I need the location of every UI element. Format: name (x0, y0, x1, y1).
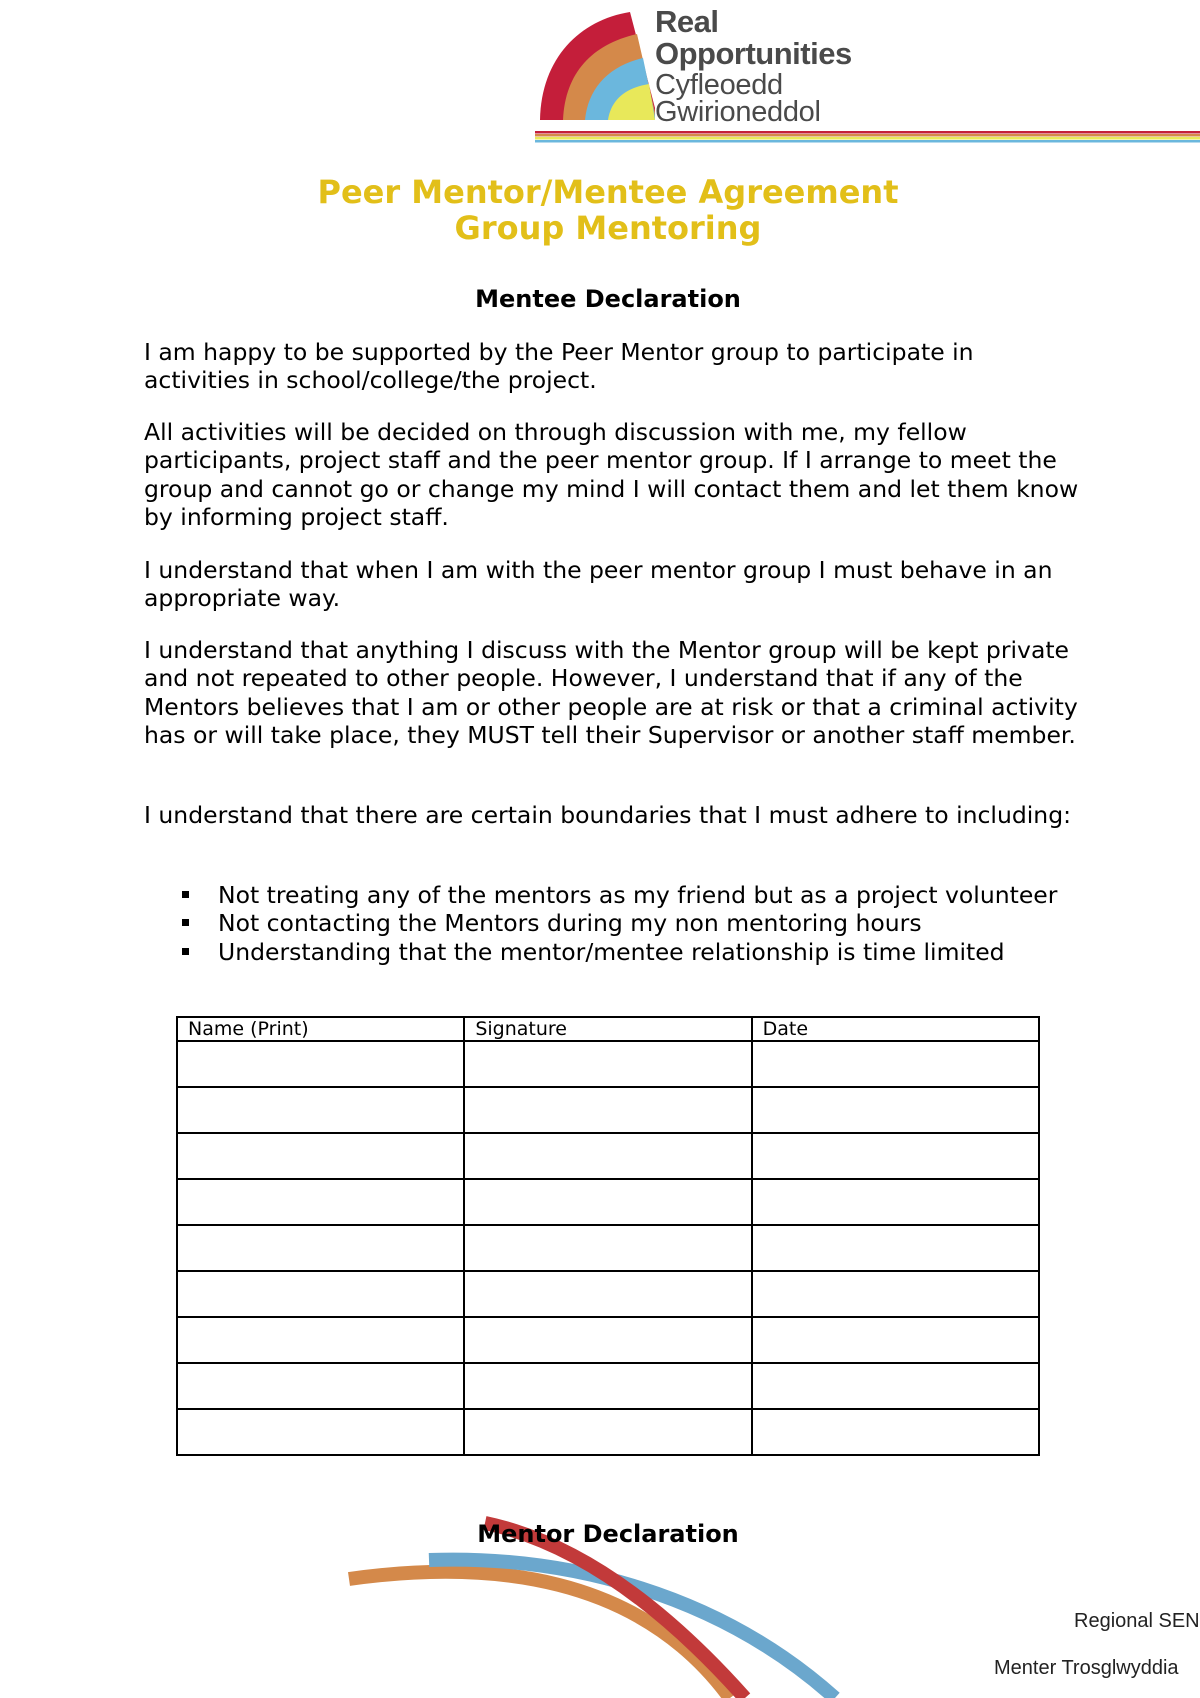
paragraph: I understand that when I am with the peer mentor group I must behave in an appropriate way. (144, 556, 1053, 613)
date-cell[interactable] (752, 1087, 1039, 1133)
name-cell[interactable] (177, 1179, 464, 1225)
date-cell[interactable] (752, 1179, 1039, 1225)
signature-cell[interactable] (464, 1317, 751, 1363)
column-header-name: Name (Print) (177, 1017, 464, 1041)
list-item: Not contacting the Mentors during my non mentoring hours (178, 909, 1078, 937)
name-cell[interactable] (177, 1317, 464, 1363)
footer-line-1: Regional SEN (1074, 1610, 1200, 1632)
list-item: Not treating any of the mentors as my friend but as a project volunteer (178, 881, 1078, 909)
mentor-declaration-heading: Mentor Declaration (477, 1520, 739, 1548)
name-cell[interactable] (177, 1087, 464, 1133)
document-subtitle: Group Mentoring (454, 209, 762, 247)
logo-line-2: Opportunities (655, 36, 852, 71)
table-row (177, 1317, 1039, 1363)
table-row (177, 1363, 1039, 1409)
name-cell[interactable] (177, 1041, 464, 1087)
date-cell[interactable] (752, 1271, 1039, 1317)
signature-cell[interactable] (464, 1133, 751, 1179)
name-cell[interactable] (177, 1271, 464, 1317)
signature-cell[interactable] (464, 1409, 751, 1455)
date-cell[interactable] (752, 1409, 1039, 1455)
logo-rainbow-icon (535, 8, 665, 126)
name-cell[interactable] (177, 1225, 464, 1271)
logo-line-1: Real (655, 4, 719, 39)
paragraph: I understand that there are certain boundaries that I must adhere to including: (144, 801, 1072, 829)
document-title: Peer Mentor/Mentee Agreement (317, 173, 899, 211)
name-cell[interactable] (177, 1133, 464, 1179)
footer-line-2: Menter Trosglwyddia (994, 1657, 1179, 1679)
paragraph: I am happy to be supported by the Peer Mentor group to participate in activities in school/college/the project. (144, 338, 974, 395)
logo-line-4: Gwirioneddol (655, 96, 821, 128)
header-stripes (535, 131, 1200, 145)
signature-cell[interactable] (464, 1087, 751, 1133)
date-cell[interactable] (752, 1133, 1039, 1179)
table-row (177, 1179, 1039, 1225)
table-row (177, 1133, 1039, 1179)
table-row (177, 1409, 1039, 1455)
table-row (177, 1041, 1039, 1087)
table-header-row (177, 1017, 1039, 1041)
signature-cell[interactable] (464, 1041, 751, 1087)
date-cell[interactable] (752, 1363, 1039, 1409)
table-row (177, 1271, 1039, 1317)
name-cell[interactable] (177, 1363, 464, 1409)
boundaries-list (178, 881, 1078, 966)
paragraph: I understand that anything I discuss with the Mentor group will be kept private and not repeated to other people. However, I understand that if any of the Mentors believes that I am or other people are at risk or that a criminal activity has or will take place, they MUST tell their Supervisor or another staff member. (144, 636, 1078, 749)
signature-cell[interactable] (464, 1363, 751, 1409)
mentee-declaration-heading: Mentee Declaration (475, 285, 741, 313)
signature-cell[interactable] (464, 1179, 751, 1225)
signature-cell[interactable] (464, 1271, 751, 1317)
date-cell[interactable] (752, 1317, 1039, 1363)
table-row (177, 1225, 1039, 1271)
signature-cell[interactable] (464, 1225, 751, 1271)
list-item: Understanding that the mentor/mentee relationship is time limited (178, 938, 1078, 966)
table-row (177, 1087, 1039, 1133)
column-header-date: Date (752, 1017, 1039, 1041)
date-cell[interactable] (752, 1225, 1039, 1271)
logo-wordmark (655, 6, 852, 127)
name-cell[interactable] (177, 1409, 464, 1455)
column-header-signature: Signature (464, 1017, 751, 1041)
logo-line-3: Cyfleoedd (655, 69, 783, 101)
signature-table (176, 1016, 1040, 1456)
paragraph: All activities will be decided on through discussion with me, my fellow participants, project staff and the peer mentor group. If I arrange to meet the group and cannot go or change my mind I will contact them and let them know by informing project staff. (144, 418, 1079, 531)
date-cell[interactable] (752, 1041, 1039, 1087)
